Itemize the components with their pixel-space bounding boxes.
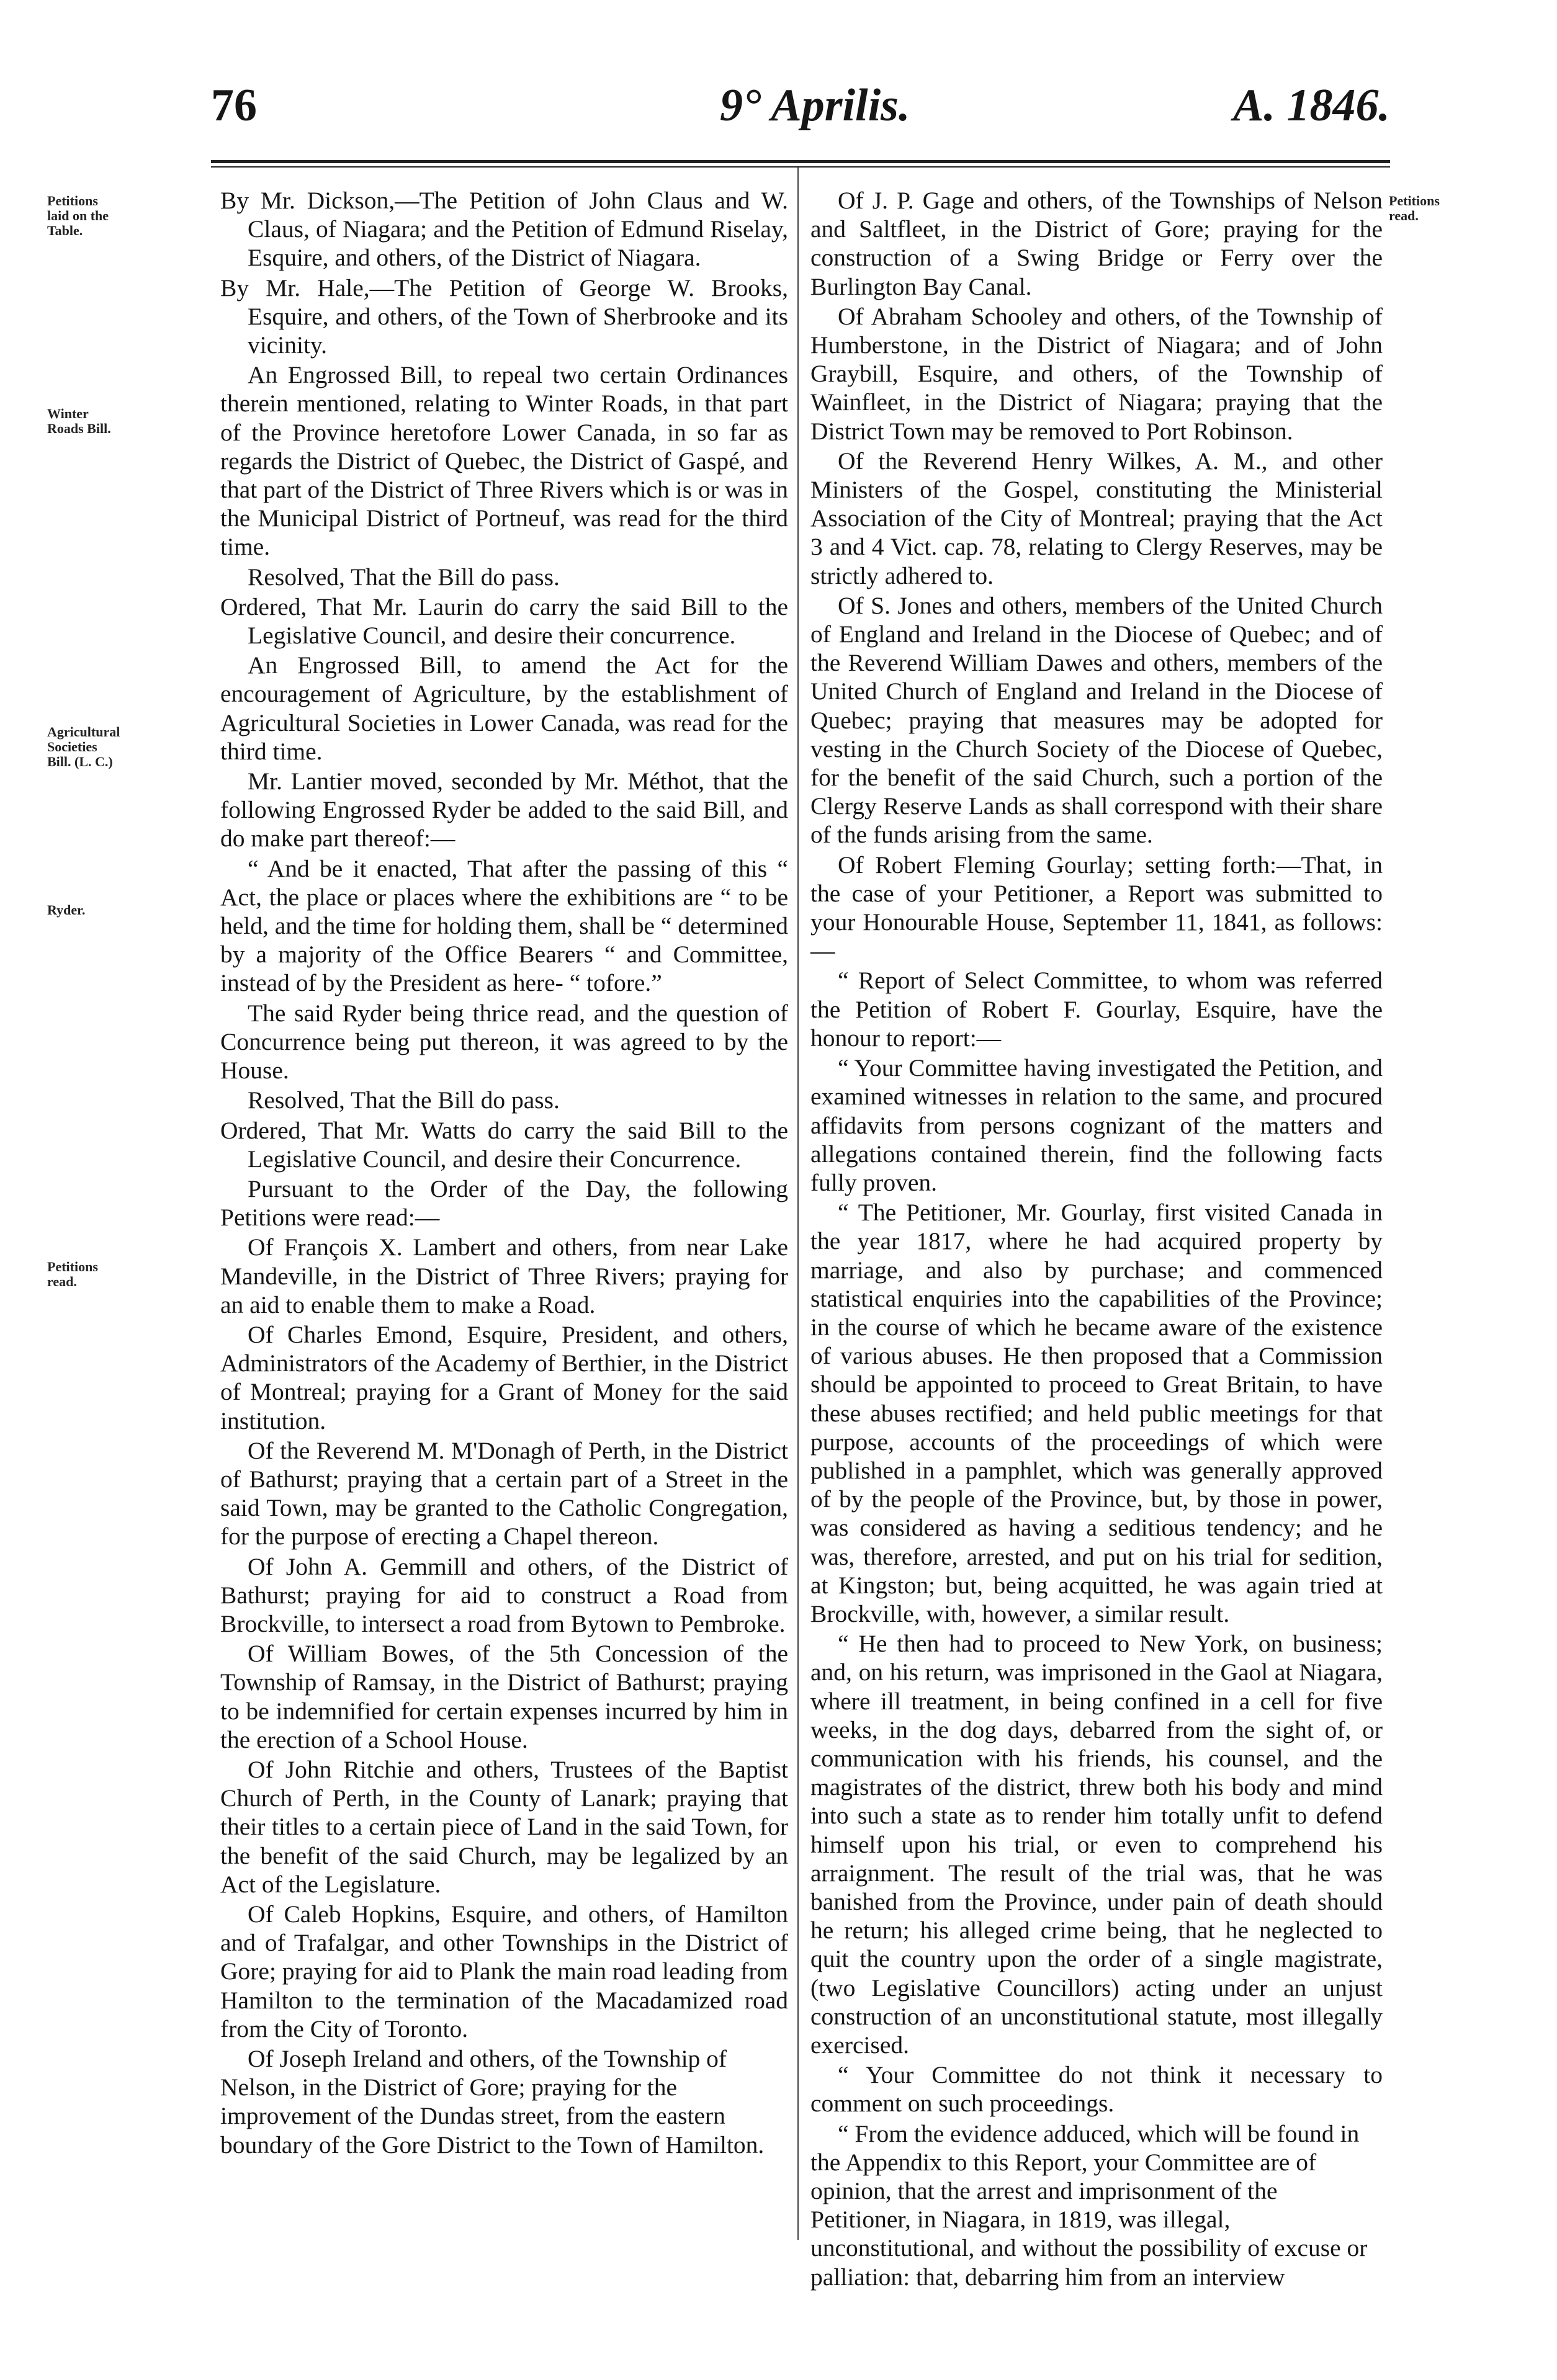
journal-date: 9° Aprilis. [720, 80, 910, 131]
header-rule-thick [211, 160, 1390, 163]
paragraph: Ordered, That Mr. Laurin do carry the said Bill to the Legislative Council, and desire their concurrence. [220, 593, 788, 650]
margin-note-petitions-laid: Petitions laid on the Table. [47, 193, 109, 238]
paragraph: An Engrossed Bill, to repeal two certain Ordinances therein mentioned, relating to Winter Roads, in that part of the Province heretofore Lower Canada, in so far as regards the District of Quebec, the District of Gaspé, and that part of the District of Three Rivers which is or was in the Municipal District of Portneuf, was read for the third time. [220, 361, 788, 561]
paragraph: Of Joseph Ireland and others, of the Township of Nelson, in the District of Gore; praying for the improvement of the Dundas street, from the eastern boundary of the Gore District to the Town of Hamilton. [220, 2045, 765, 2159]
paragraph: Of S. Jones and others, members of the United Church of England and Ireland in the Diocese of Quebec; and of the Reverend William Dawes and others, members of the United Church of England and Ireland in the Diocese of Quebec; praying that measures may be adopted for vesting in the Church Society of the Diocese of Quebec, for the benefit of the said Church, such a portion of the Clergy Reserve Lands as shall correspond with their share of the funds arising from the same. [810, 591, 1383, 849]
paragraph: Of John A. Gemmill and others, of the District of Bathurst; praying for aid to construct a Road from Brockville, to intersect a road from Bytown to Pembroke. [220, 1552, 788, 1637]
paragraph: Mr. Lantier moved, seconded by Mr. Méthot, that the following Engrossed Ryder be added to the said Bill, and do make part thereof:— [220, 767, 788, 852]
page-number: 76 [211, 80, 257, 131]
paragraph: Pursuant to the Order of the Day, the following Petitions were read:— [220, 1174, 788, 1232]
right-column [810, 186, 1383, 2293]
margin-note-petitions-read: Petitions read. [47, 1259, 98, 1289]
margin-note-winter-roads: Winter Roads Bill. [47, 406, 111, 436]
column-divider [797, 168, 799, 2240]
page-header [211, 74, 1390, 136]
paragraph: Of the Reverend Henry Wilkes, A. M., and other Ministers of the Gospel, constituting the Ministerial Association of the City of Montreal; praying that the Act 3 and 4 Vict. cap. 78, relating to Clergy Reserves, may be strictly adhered to. [810, 447, 1383, 589]
paragraph: “ Your Committee do not think it necessary to comment on such proceedings. [810, 2061, 1383, 2118]
paragraph: Of John Ritchie and others, Trustees of the Baptist Church of Perth, in the County of Lanark; praying that their titles to a certain piece of Land in the said Town, for the benefit of the said Church, may be legalized by an Act of the Legislature. [220, 1755, 788, 1898]
paragraph: “ From the evidence adduced, which will be found in the Appendix to this Report, your Committee are of opinion, that the arrest and imprisonment of the Petitioner, in Niagara, in 1819, was illegal, unconstitutional, and without the possibility of excuse or palliation: that, debarring him from an interview [810, 2119, 1368, 2291]
paragraph: Of William Bowes, of the 5th Concession of the Township of Ramsay, in the District of Bathurst; praying to be indemnified for certain expenses incurred by him in the erection of a School House. [220, 1640, 788, 1753]
paragraph: Resolved, That the Bill do pass. [248, 563, 560, 591]
paragraph: An Engrossed Bill, to amend the Act for the encouragement of Agriculture, by the establishment of Agricultural Societies in Lower Canada, was read for the third time. [220, 651, 788, 765]
paragraph: “ The Petitioner, Mr. Gourlay, first visited Canada in the year 1817, where he had acquired property by marriage, and also by purchase; and commenced statistical enquiries into the capabilities of the Province; in the course of which he became aware of the existence of various abuses. He then proposed that a Commission should be appointed to proceed to Great Britain, to have these abuses rectified; and held public meetings for that purpose, accounts of the proceedings of which were published in a pamphlet, which was generally approved of by the people of the Province, but, by those in power, was considered as having a seditious tendency; and he was, therefore, arrested, and put on his trial for sedition, at Kingston; but, being acquitted, he was again tried at Brockville, with, however, a similar result. [810, 1199, 1383, 1627]
paragraph: Of Caleb Hopkins, Esquire, and others, of Hamilton and of Trafalgar, and other Townships in the District of Gore; praying for aid to Plank the main road leading from Hamilton to the termination of the Macadamized road from the City of Toronto. [220, 1900, 788, 2042]
paragraph: Of Abraham Schooley and others, of the Township of Humberstone, in the District of Niagara; and of John Graybill, Esquire, and others, of the Township of Wainfleet, in the District of Niagara; praying that the District Town may be removed to Port Robinson. [810, 302, 1383, 445]
paragraph: Ordered, That Mr. Watts do carry the said Bill to the Legislative Council, and desire their Concurrence. [220, 1116, 788, 1173]
paragraph: Of Charles Emond, Esquire, President, and others, Administrators of the Academy of Berthier, in the District of Montreal; praying for a Grant of Money for the said institution. [220, 1320, 788, 1434]
left-column [220, 186, 788, 2160]
paragraph: By Mr. Hale,—The Petition of George W. Brooks, Esquire, and others, of the Town of Sherbrooke and its vicinity. [220, 274, 788, 359]
header-rule-thin [211, 166, 1390, 168]
paragraph: Of J. P. Gage and others, of the Townships of Nelson and Saltfleet, in the District of Gore; praying for the construction of a Swing Bridge or Ferry over the Burlington Bay Canal. [810, 187, 1383, 300]
paragraph: By Mr. Dickson,—The Petition of John Claus and W. Claus, of Niagara; and the Petition of Edmund Riselay, Esquire, and others, of the District of Niagara. [220, 187, 788, 272]
paragraph: “ Report of Select Committee, to whom was referred the Petition of Robert F. Gourlay, Esquire, have the honour to report:— [810, 967, 1383, 1052]
paragraph: Of Robert Fleming Gourlay; setting forth:—That, in the case of your Petitioner, a Report was submitted to your Honourable House, September 11, 1841, as follows:— [810, 851, 1383, 965]
paragraph: The said Ryder being thrice read, and the question of Concurrence being put thereon, it was agreed to by the House. [220, 999, 788, 1085]
margin-note-ryder: Ryder. [47, 902, 86, 918]
paragraph: Of François X. Lambert and others, from near Lake Mandeville, in the District of Three Rivers; praying for an aid to enable them to make a Road. [220, 1233, 788, 1318]
margin-note-agricultural: Agricultural Societies Bill. (L. C.) [47, 724, 120, 769]
paragraph: “ He then had to proceed to New York, on business; and, on his return, was imprisoned in the Gaol at Niagara, where ill treatment, in being confined in a cell for five weeks, in the dog days, debarred from the sight of, or communication with his friends, his counsel, and the magistrates of the district, threw both his body and mind into such a state as to render him totally unfit to defend himself upon his trial, or even to comprehend his arraignment. The result of the trial was, that he was banished from the Province, under pain of death should he return; his alleged crime being, that he neglected to quit the country upon the order of a single magistrate, (two Legislative Councillors) acting under an unjust construction of an unconstitutional statute, most illegally exercised. [810, 1630, 1383, 2059]
paragraph: Resolved, That the Bill do pass. [248, 1086, 560, 1114]
paragraph: “ Your Committee having investigated the Petition, and examined witnesses in relation to the same, and procured affidavits from persons cognizant of the matters and allegations contained therein, find the following facts fully proven. [810, 1054, 1383, 1196]
journal-year: A. 1846. [1233, 80, 1390, 131]
paragraph: Of the Reverend M. M'Donagh of Perth, in the District of Bathurst; praying that a certain part of a Street in the said Town, may be granted to the Catholic Congregation, for the purpose of erecting a Chapel thereon. [220, 1436, 788, 1550]
paragraph: “ And be it enacted, That after the passing of this “ Act, the place or places where the exhibitions are “ to be held, and the time for holding them, shall be “ determined by a majority of the Office Bearers “ and Committee, instead of by the President as here- “ tofore.” [220, 854, 788, 997]
margin-note-petitions-read-right: Petitions read. [1389, 193, 1440, 223]
